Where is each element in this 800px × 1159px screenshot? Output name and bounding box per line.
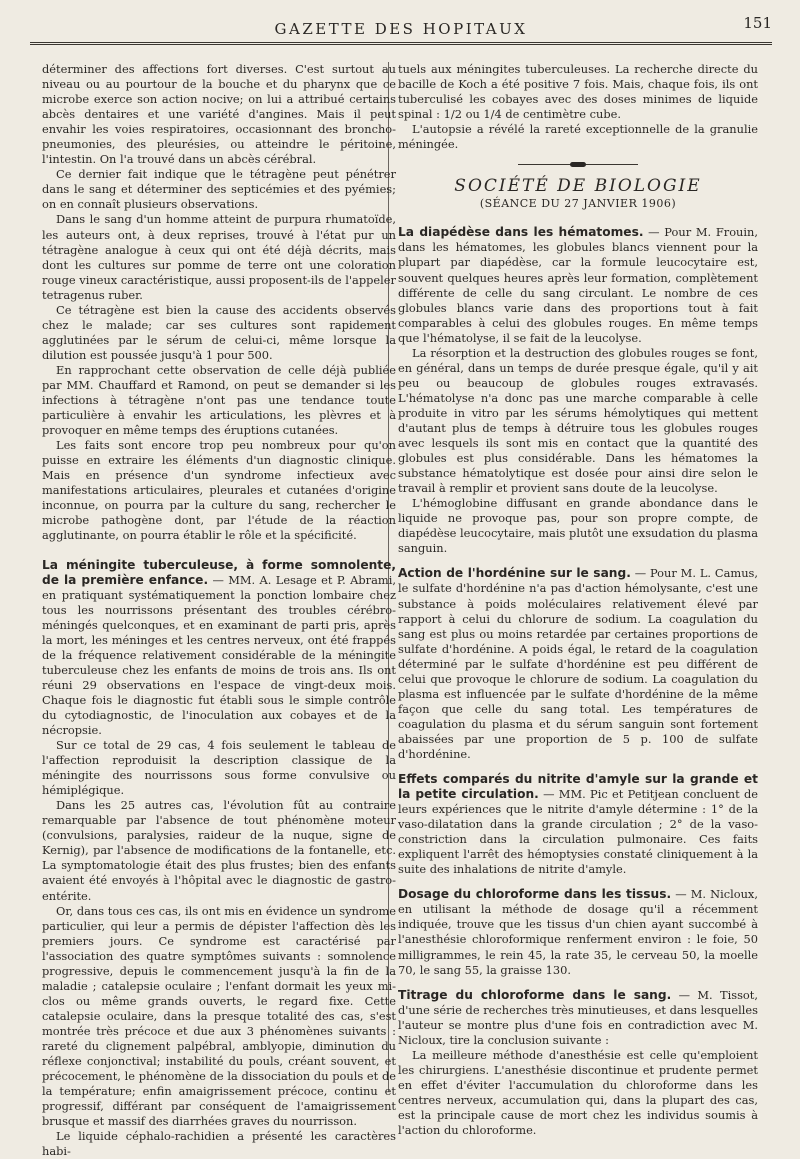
article-titrage (398, 988, 758, 1048)
article-title: Dosage du chloroforme dans les tissus. (398, 887, 672, 902)
paragraph: Sur ce total de 29 cas, 4 fois seulement le tableau de l'affection reproduisit la description classique de la méningite des nourrissons sous forme convulsive ou hémiplégique. (42, 738, 396, 798)
article-lead: — MM. A. Lesage et P. Abrami, en pratiquant systématiquement la ponction lombaire chez tous les nourrissons présentant des troubles cérébro-méningés quelconques, et en examinant de parti pris, après la mort, les méninges et les centres nerveux, ont été frappés de la fréquence relativement considérable de la méningite tuberculeuse chez les enfants de moins de trois ans. Ils ont réuni 29 observations en l'espace de vingt-deux mois. Chaque fois le diagnostic fut établi sous le simple contrôle du cytodiagnostic, de l'inoculation aux cobayes et de la nécropsie. (42, 572, 396, 738)
page-number: 151 (743, 14, 772, 32)
article-title: Effets comparés du nitrite d'amyle sur la grande et la petite circulation. (398, 772, 758, 802)
article-text: — Pour M. L. Camus, le sulfate d'hordénine n'a pas d'action hémolysante, c'est une substance à poids moléculaires relativement élevé par rapport à celui du chlorure de sodium. La coagulation du sang est plus ou moins retardée par certaines proportions de sulfate d'hordénine. A poids égal, le retard de la coagulation déterminé par le sulfate d'hordénine est peu différent de celui que provoque le chlorure de sodium. La coagulation du plasma est influencée par le sulfate d'hordénine de la même façon que celle du sang total. Les températures de coagulation du plasma et du sérum sanguin sont fortement abaissées par une proportion de 5 p. 100 de sulfate d'hordénine. (398, 566, 758, 761)
article-text: — M. Nicloux, en utilisant la méthode de dosage qu'il a récemment indiquée, trouve que les tissus d'un chien ayant succombé à l'anesthésie chloroformique renferment environ : le foie, 50 milligrammes, le rein 45, la rate 35, le cerveau 50, la moelle 70, le sang 55, la graisse 130. (398, 887, 758, 977)
paragraph: Le liquide céphalo-rachidien a présenté les caractères habi- (42, 1129, 396, 1159)
article-hordenine (398, 566, 758, 762)
section-title: SOCIÉTÉ DE BIOLOGIE (454, 176, 702, 197)
article-title: Action de l'hordénine sur le sang. (398, 566, 631, 581)
page-header (30, 14, 772, 62)
article-dosage (398, 887, 758, 977)
article-text: — M. Tissot, d'une série de recherches très minutieuses, et dans lesquelles l'auteur se montre plus d'une fois en contradiction avec M. Nicloux, tire la conclusion suivante : (398, 987, 758, 1047)
article-title: Titrage du chloroforme dans le sang. (398, 987, 672, 1002)
paragraph: tuels aux méningites tuberculeuses. La recherche directe du bacille de Koch a été positive 7 fois. Mais, chaque fois, ils ont tuberculisé les cobayes avec des doses minimes de liquide spinal : 1/2 ou 1/4 de centimètre cube. (398, 62, 758, 122)
article-diapedese (398, 225, 758, 345)
article-nitrite (398, 772, 758, 877)
right-column (398, 62, 758, 1138)
ornament-separator (518, 164, 638, 165)
article-title: La diapédèse dans les hématomes. (398, 225, 644, 240)
article-meningite (42, 558, 396, 739)
paragraph: déterminer des affections fort diverses. C'est surtout au niveau ou au pourtour de la bouche et du pharynx que ce microbe exerce son action nocive; on lui a attribué certains abcès dentaires et une variété d'angines. Mais il peut envahir les voies respiratoires, occasionnant des broncho-pneumonies, des pleurésies, ou atteindre le péritoine, l'intestin. On l'a trouvé dans un abcès cérébral. (42, 62, 396, 167)
article-text: — Pour M. Frouin, dans les hématomes, les globules blancs viennent pour la plupart par diapédèse, car la formule leucocytaire est, souvent quelques heures après leur formation, complètement différente de celle du sang circulant. Le nombre de ces globules blancs varie dans des proportions tout à fait comparables à celui des globules rouges. En même temps que l'hématolyse, il se fait de la leucolyse. (398, 225, 758, 345)
paragraph: Dans les 25 autres cas, l'évolution fût au contraire remarquable par l'absence de tout phénomène moteur (convulsions, paralysies, raideur de la nuque, signe de Kernig), par l'absence de modifications de la fontanelle, etc. La symptomatologie était des plus frustes; bien des enfants avaient été envoyés à l'hôpital avec le diagnostic de gastro-entérite. (42, 798, 396, 903)
paragraph: L'autopsie a révélé la rareté exceptionnelle de la granulie méningée. (398, 122, 758, 152)
left-column (42, 62, 396, 1159)
header-rule (30, 42, 772, 45)
section-date: (SÉANCE DU 27 JANVIER 1906) (479, 197, 677, 211)
running-title: GAZETTE DES HOPITAUX (274, 20, 528, 38)
paragraph: Ce dernier fait indique que le tétragène peut pénétrer dans le sang et déterminer des septicémies et des pyémies; on en connaît plusieurs observations. (42, 167, 396, 212)
article-title: La méningite tuberculeuse, à forme somnolente, de la première enfance. (42, 557, 396, 587)
paragraph: Les faits sont encore trop peu nombreux pour qu'on puisse en extraire les éléments d'un diagnostic clinique. Mais en présence d'un syndrome infectieux avec manifestations articulaires, pleurales et cutanées d'origine inconnue, on pourra par la culture du sang, rechercher le microbe pathogène dont, par l'étude de la réaction agglutinante, on pourra établir le rôle et la spécificité. (42, 438, 396, 543)
article-text: — MM. Pic et Petitjean concluent de leurs expériences que le nitrite d'amyle détermine : 1° de la vaso-dilatation dans la grande circulation ; 2° de la vaso-constriction dans la circulation pulmonaire. Ces faits expliquent l'arrêt des hémoptysies constaté cliniquement à la suite des inhalations de nitrite d'amyle. (398, 787, 758, 877)
paragraph: En rapprochant cette observation de celle déjà publiée par MM. Chauffard et Ramond, on peut se demander si les infections à tétragène n'ont pas une tendance toute particulière à envahir les articulations, les plèvres et à provoquer en même temps des éruptions cutanées. (42, 362, 396, 438)
paragraph: L'hémoglobine diffusant en grande abondance dans le liquide ne provoque pas, pour son propre compte, de diapédèse leucocytaire, mais plutôt une exsudation du plasma sanguin. (398, 496, 758, 556)
paragraph: Dans le sang d'un homme atteint de purpura rhumatoïde, les auteurs ont, à deux reprises, trouvé à l'état pur un tétragène analogue à ceux qui ont été déjà décrits, mais dont les cultures sur pomme de terre ont une coloration rouge vineux caractéristique, aussi proposent-ils de l'appeler tetragenus ruber. (42, 212, 396, 302)
paragraph: Ce tétragène est bien la cause des accidents observés chez le malade; car ses cultures sont rapidement agglutinées par le sérum de celui-ci, même lorsque la dilution est poussée jusqu'à 1 pour 500. (42, 302, 396, 362)
paragraph: La résorption et la destruction des globules rouges se font, en général, dans un temps de durée presque égale, qu'il y ait peu ou beaucoup de globules rouges extravasés. L'hématolyse n'a donc pas une marche comparable à celle produite in vitro par les sérums hémolytiques qui mettent d'autant plus de temps à détruire tous les globules rouges avec lesquels ils sont mis en contact que la quantité des globules est plus considérable. Dans les hématomes la substance hématolytique est dosée pour ainsi dire selon le travail à remplir et provient sans doute de la leucolyse. (398, 345, 758, 496)
paragraph: Or, dans tous ces cas, ils ont mis en évidence un syndrome particulier, qui leur a permis de dépister l'affection dès les premiers jours. Ce syndrome est caractérisé par l'association des quatre symptômes suivants : somnolence progressive, depuis le commencement jusqu'à la fin de la maladie ; catalepsie oculaire ; l'enfant dormait les yeux mi-clos ou même grands ouverts, le regard fixe. Cette catalepsie oculaire, dans la presque totalité des cas, s'est montrée très précoce et due aux 3 phénomènes suivants : rareté du clignement palpébral, amblyopie, diminution du réflexe conjonctival; instabilité du pouls, créant souvent, et précocement, le phénomène de la dissociation du pouls et de la température; enfin amaigrissement précoce, continu et progressif, différant par conséquent de l'amaigrissement brusque et massif des diarrhées graves du nourrisson. (42, 903, 396, 1129)
paragraph: La meilleure méthode d'anesthésie est celle qu'emploient les chirurgiens. L'anesthésie discontinue et prudente permet en effet d'éviter l'accumulation du chloroforme dans les centres nerveux, accumulation qui, dans la plupart des cas, est la principale cause de mort chez les individus soumis à l'action du chloroforme. (398, 1047, 758, 1138)
